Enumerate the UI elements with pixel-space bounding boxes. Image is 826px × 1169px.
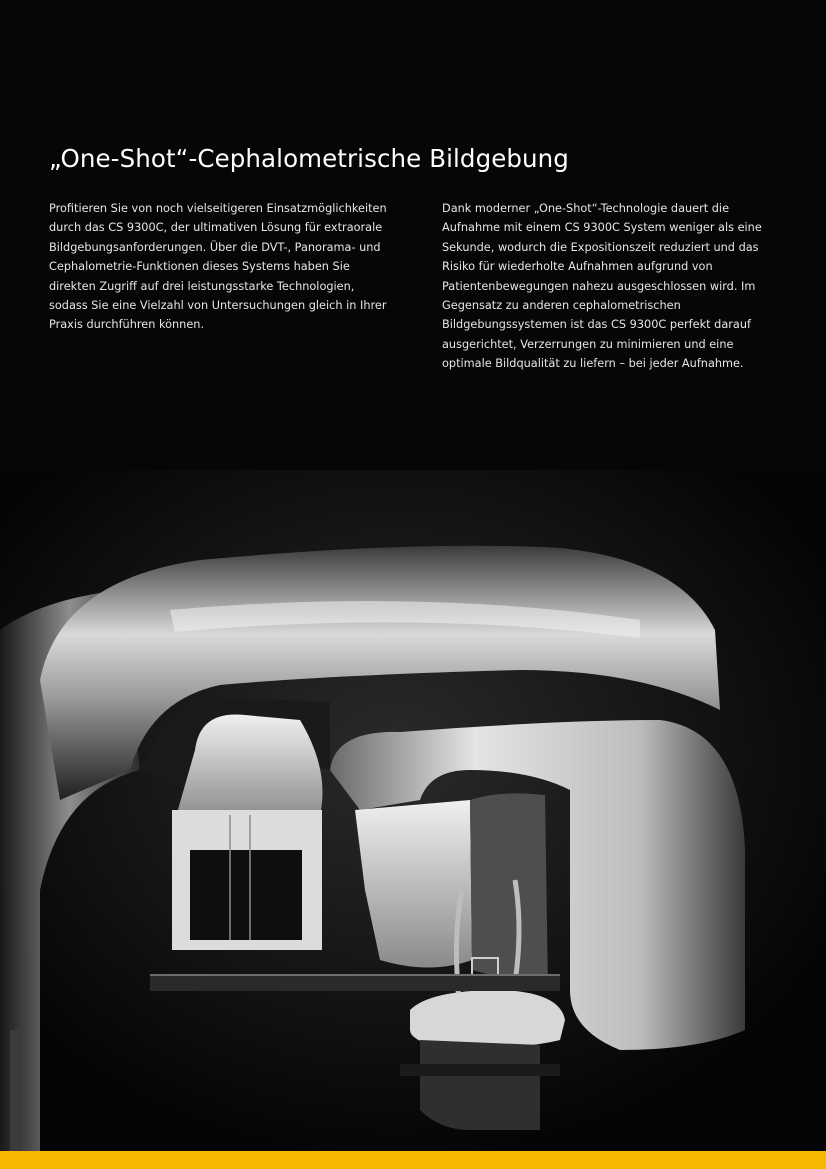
text-column-right bbox=[442, 199, 772, 374]
page-title: „One-Shot“-Cephalometrische Bildgebung bbox=[49, 144, 569, 173]
paragraph-right: Dank moderner „One-Shot“-Technologie dauert die Aufnahme mit einem CS 9300C System weniger als eine Sekunde, wodurch die Expositionszeit reduziert und das Risiko für wiederholte Aufnahmen aufgrund von Patientenbewegungen nahezu ausgeschlossen wird. Im Gegensatz zu anderen cephalometrischen Bildgebungssystemen ist das CS 9300C perfekt darauf ausgerichtet, Verzerrungen zu minimieren und eine optimale Bildqualität zu liefern – bei jeder Aufnahme. bbox=[442, 202, 762, 371]
product-photo bbox=[0, 470, 826, 1151]
text-column-left bbox=[49, 199, 389, 335]
paragraph-left: Profitieren Sie von noch vielseitigeren Einsatzmöglichkeiten durch das CS 9300C, der ultimativen Lösung für extraorale Bildgebungsanforderungen. Über die DVT-, Panorama- und Cephalometrie-Funktionen dieses Systems haben Sie direkten Zugriff auf drei leistungsstarke Technologien, sodass Sie eine Vielzahl von Untersuchungen gleich in Ihrer Praxis durchführen können. bbox=[49, 202, 387, 332]
cs9300c-device-illustration bbox=[0, 470, 826, 1151]
accent-bar bbox=[0, 1151, 826, 1169]
